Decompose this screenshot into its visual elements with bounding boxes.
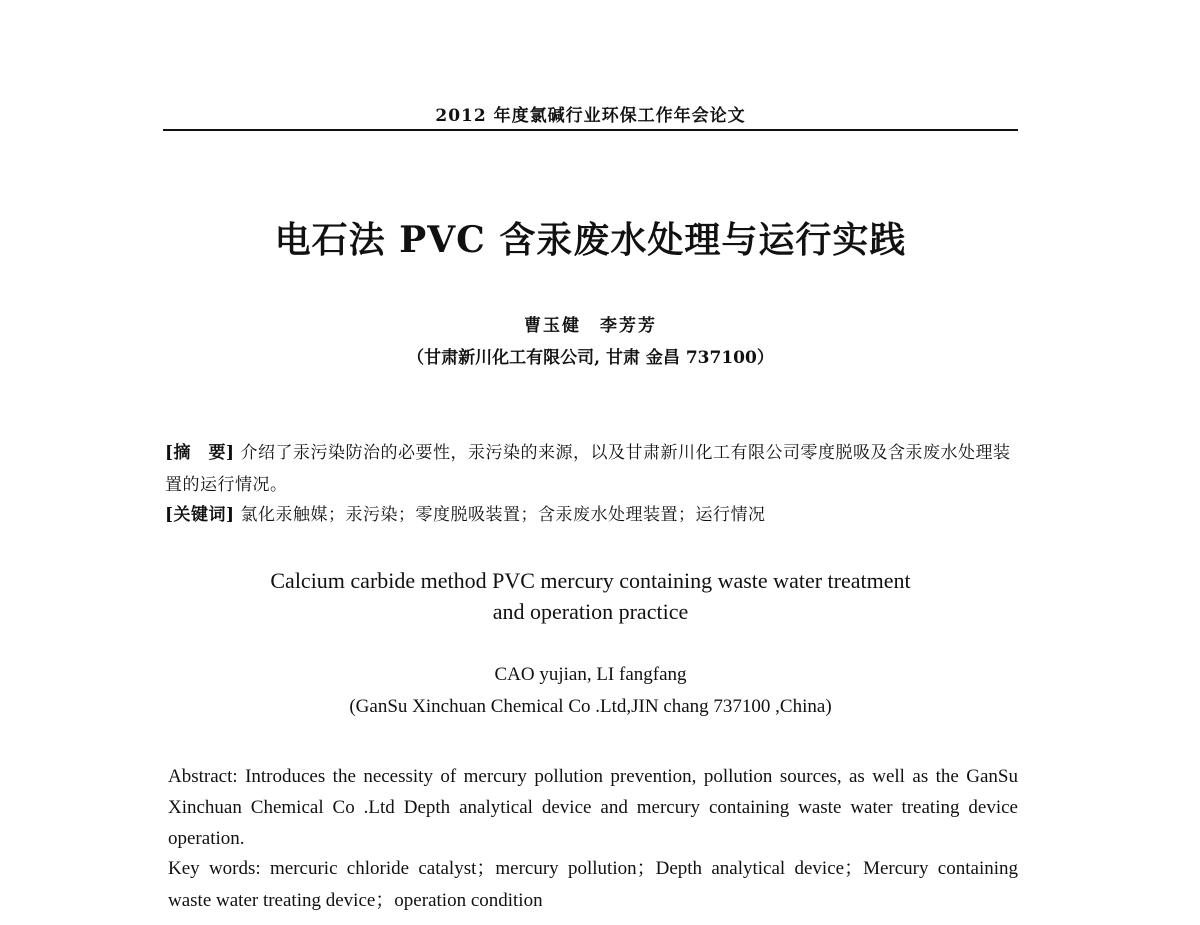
title-english xyxy=(163,565,1018,627)
keywords-chinese xyxy=(165,501,1020,529)
title-english-line1: Calcium carbide method PVC mercury containing waste water treatment xyxy=(270,568,911,593)
abstract-chinese-label: [摘 要] xyxy=(165,443,235,463)
abstract-english: Abstract: Introduces the necessity of mercury pollution prevention, pollution sources, as well as the GanSu Xinchuan Chemical Co .Ltd Depth analytical device and mercury containing waste water treating device operation. xyxy=(168,766,1018,849)
authors-chinese: 曹玉健 李芳芳 xyxy=(524,316,657,336)
keywords-chinese-text: 氯化汞触媒；汞污染；零度脱吸装置；含汞废水处理装置；运行情况 xyxy=(240,505,766,525)
authors-english: CAO yujian, LI fangfang xyxy=(494,664,687,685)
abstract-chinese-text: 介绍了汞污染防治的必要性，汞污染的来源，以及甘肃新川化工有限公司零度脱吸及含汞废水处理装置的运行情况。 xyxy=(165,443,1011,495)
title-english-line2: and operation practice xyxy=(492,599,689,624)
keywords-chinese-label: [关键词] xyxy=(165,505,235,525)
header-rule xyxy=(163,129,1018,131)
running-header: 2012 年度氯碱行业环保工作年会论文 xyxy=(435,106,746,126)
title-chinese: 电石法 PVC 含汞废水处理与运行实践 xyxy=(274,219,907,261)
affiliation-chinese: （甘肃新川化工有限公司, 甘肃 金昌 737100） xyxy=(407,348,774,368)
affiliation-english: (GanSu Xinchuan Chemical Co .Ltd,JIN chang 737100 ,China) xyxy=(349,696,832,717)
abstract-chinese xyxy=(165,437,1020,501)
keywords-english: Key words: mercuric chloride catalyst；mercury pollution；Depth analytical device；Mercury containing waste water treating device；operation condition xyxy=(168,858,1018,911)
